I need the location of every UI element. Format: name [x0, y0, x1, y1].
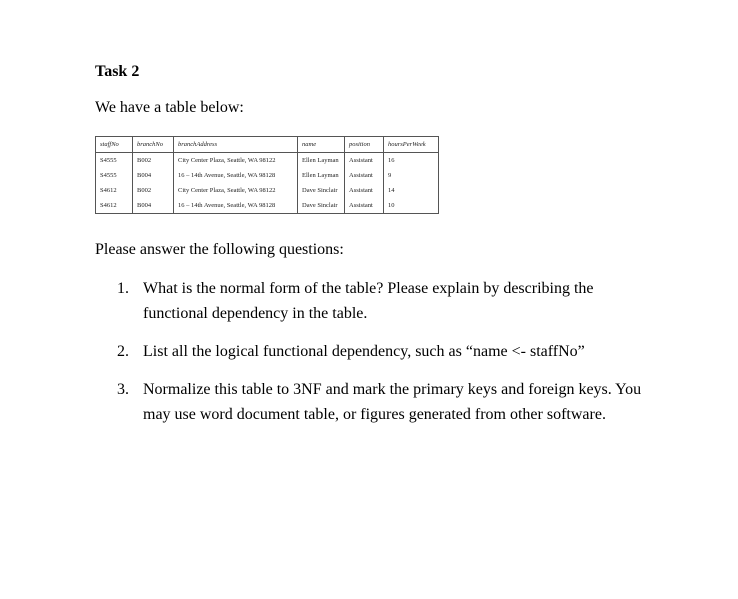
question-text: Normalize this table to 3NF and mark the primary keys and foreign keys. You may use word document table, or figures generated from other software.: [143, 381, 642, 423]
header-name: name: [298, 137, 345, 153]
question-number: 3.: [117, 381, 129, 398]
question-text: List all the logical functional dependency, such as “name <- staffNo”: [143, 343, 585, 360]
cell-name: Dave Sinclair: [298, 198, 345, 214]
question-item: [95, 276, 655, 326]
header-position: position: [345, 137, 384, 153]
cell-hoursPerWeek: 14: [384, 183, 439, 198]
cell-branchAddress: 16 – 14th Avenue, Seattle, WA 98128: [174, 198, 298, 214]
cell-position: Assistant: [345, 168, 384, 183]
question-number: 1.: [117, 280, 129, 297]
cell-position: Assistant: [345, 153, 384, 169]
cell-branchAddress: 16 – 14th Avenue, Seattle, WA 98128: [174, 168, 298, 183]
header-branchAddress: branchAddress: [174, 137, 298, 153]
cell-name: Dave Sinclair: [298, 183, 345, 198]
question-item: [95, 339, 655, 364]
cell-branchNo: B002: [133, 183, 174, 198]
cell-hoursPerWeek: 9: [384, 168, 439, 183]
cell-hoursPerWeek: 16: [384, 153, 439, 169]
question-list: [95, 276, 655, 440]
cell-name: Ellen Layman: [298, 153, 345, 169]
cell-branchNo: B004: [133, 198, 174, 214]
question-item: [95, 377, 655, 427]
cell-position: Assistant: [345, 183, 384, 198]
cell-staffNo: S4555: [96, 153, 133, 169]
cell-branchAddress: City Center Plaza, Seattle, WA 98122: [174, 153, 298, 169]
table-header-row: [96, 137, 439, 153]
questions-prompt: Please answer the following questions:: [95, 241, 344, 258]
task-title: Task 2: [95, 63, 140, 80]
table-row: [96, 168, 439, 183]
question-number: 2.: [117, 343, 129, 360]
cell-position: Assistant: [345, 198, 384, 214]
cell-branchNo: B002: [133, 153, 174, 169]
cell-staffNo: S4612: [96, 183, 133, 198]
header-staffNo: staffNo: [96, 137, 133, 153]
cell-branchAddress: City Center Plaza, Seattle, WA 98122: [174, 183, 298, 198]
cell-hoursPerWeek: 10: [384, 198, 439, 214]
table-row: [96, 183, 439, 198]
cell-staffNo: S4612: [96, 198, 133, 214]
header-hoursPerWeek: hoursPerWeek: [384, 137, 439, 153]
intro-text: We have a table below:: [95, 99, 244, 116]
cell-staffNo: S4555: [96, 168, 133, 183]
cell-branchNo: B004: [133, 168, 174, 183]
cell-name: Ellen Layman: [298, 168, 345, 183]
table-row: [96, 153, 439, 169]
header-branchNo: branchNo: [133, 137, 174, 153]
staff-branch-table: [95, 136, 439, 214]
question-text: What is the normal form of the table? Please explain by describing the functional dependency in the table.: [143, 280, 594, 322]
table-row: [96, 198, 439, 214]
